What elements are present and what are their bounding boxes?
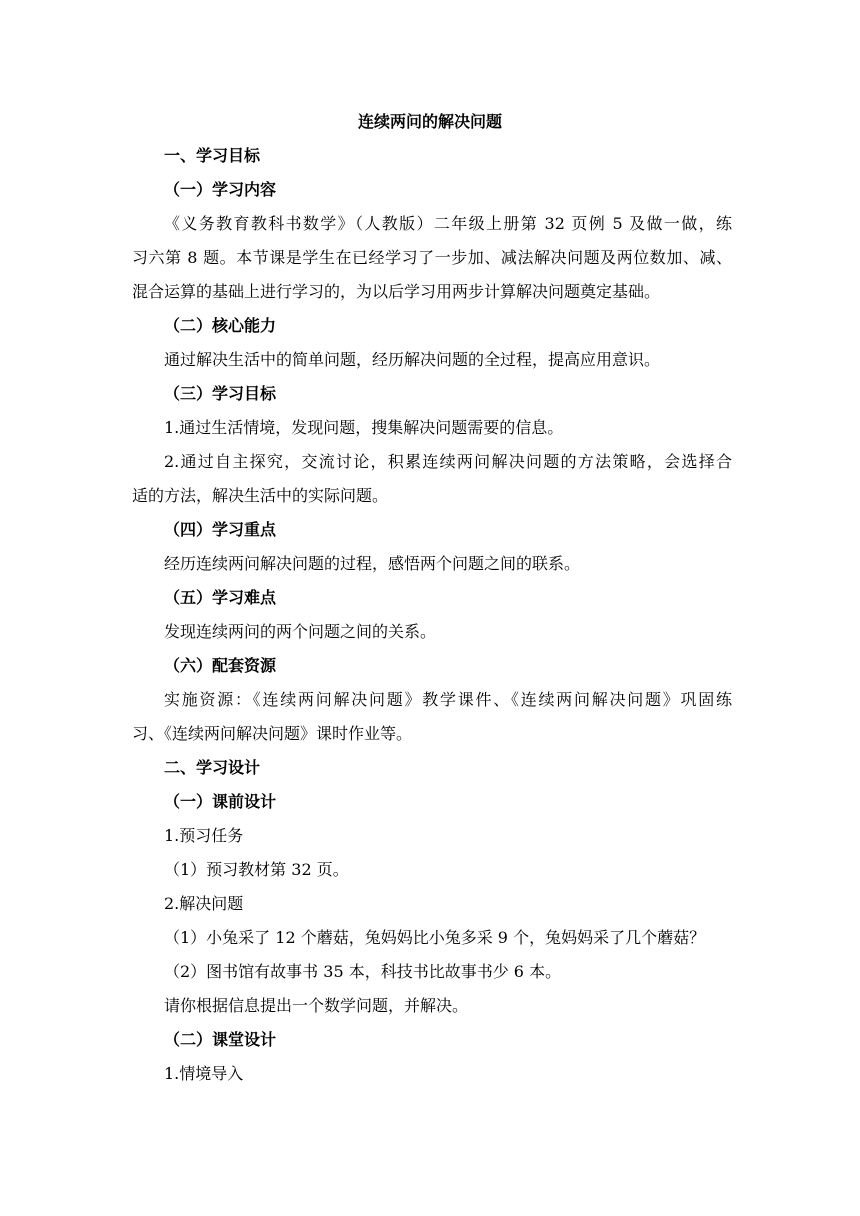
list-item: 1.情境导入 [164,1064,244,1083]
subheading-learning-content: （一）学习内容 [164,180,277,199]
list-item: 2.解决问题 [164,894,244,913]
paragraph-line: 《义务教育教科书数学》（人教版）二年级上册第 32 页例 5 及做一做，练 [164,214,732,233]
list-item-continuation: 适的方法，解决生活中的实际问题。 [132,486,389,505]
subheading-classroom-design: （二）课堂设计 [164,1030,277,1049]
subheading-core-ability: （二）核心能力 [164,316,277,335]
subheading-pre-class-design: （一）课前设计 [164,792,277,811]
subheading-key-points: （四）学习重点 [164,520,277,539]
section-heading-learning-design: 二、学习设计 [164,758,261,777]
section-heading-learning-goals: 一、学习目标 [164,146,261,165]
paragraph-line: 习六第 8 题。本节课是学生在已经学习了一步加、减法解决问题及两位数加、减、 [132,248,732,267]
list-item: 1.预习任务 [164,826,244,845]
subheading-difficulties: （五）学习难点 [164,588,277,607]
paragraph-line: 经历连续两问解决问题的过程，感悟两个问题之间的联系。 [164,554,581,573]
paragraph-line: 发现连续两问的两个问题之间的关系。 [164,622,437,641]
list-item: （2）图书馆有故事书 35 本，科技书比故事书少 6 本。 [164,962,562,981]
list-item: （1）小兔采了 12 个蘑菇，兔妈妈比小兔多采 9 个，兔妈妈采了几个蘑菇？ [164,928,706,947]
list-item: 2.通过自主探究，交流讨论，积累连续两问解决问题的方法策略，会选择合 [164,452,732,471]
paragraph-line: 通过解决生活中的简单问题，经历解决问题的全过程，提高应用意识。 [164,350,661,369]
subheading-learning-objectives: （三）学习目标 [164,384,277,403]
document-title: 连续两问的解决问题 [357,112,502,131]
subheading-resources: （六）配套资源 [164,656,277,675]
paragraph-line: 混合运算的基础上进行学习的，为以后学习用两步计算解决问题奠定基础。 [132,282,661,301]
list-item: （1）预习教材第 32 页。 [164,860,349,879]
list-item: 1.通过生活情境，发现问题，搜集解决问题需要的信息。 [164,418,564,437]
paragraph-line: 请你根据信息提出一个数学问题，并解决。 [164,996,469,1015]
paragraph-line: 习、《连续两问解决问题》课时作业等。 [132,724,413,743]
paragraph-line: 实施资源：《连续两问解决问题》教学课件、《连续两问解决问题》巩固练 [164,690,732,709]
